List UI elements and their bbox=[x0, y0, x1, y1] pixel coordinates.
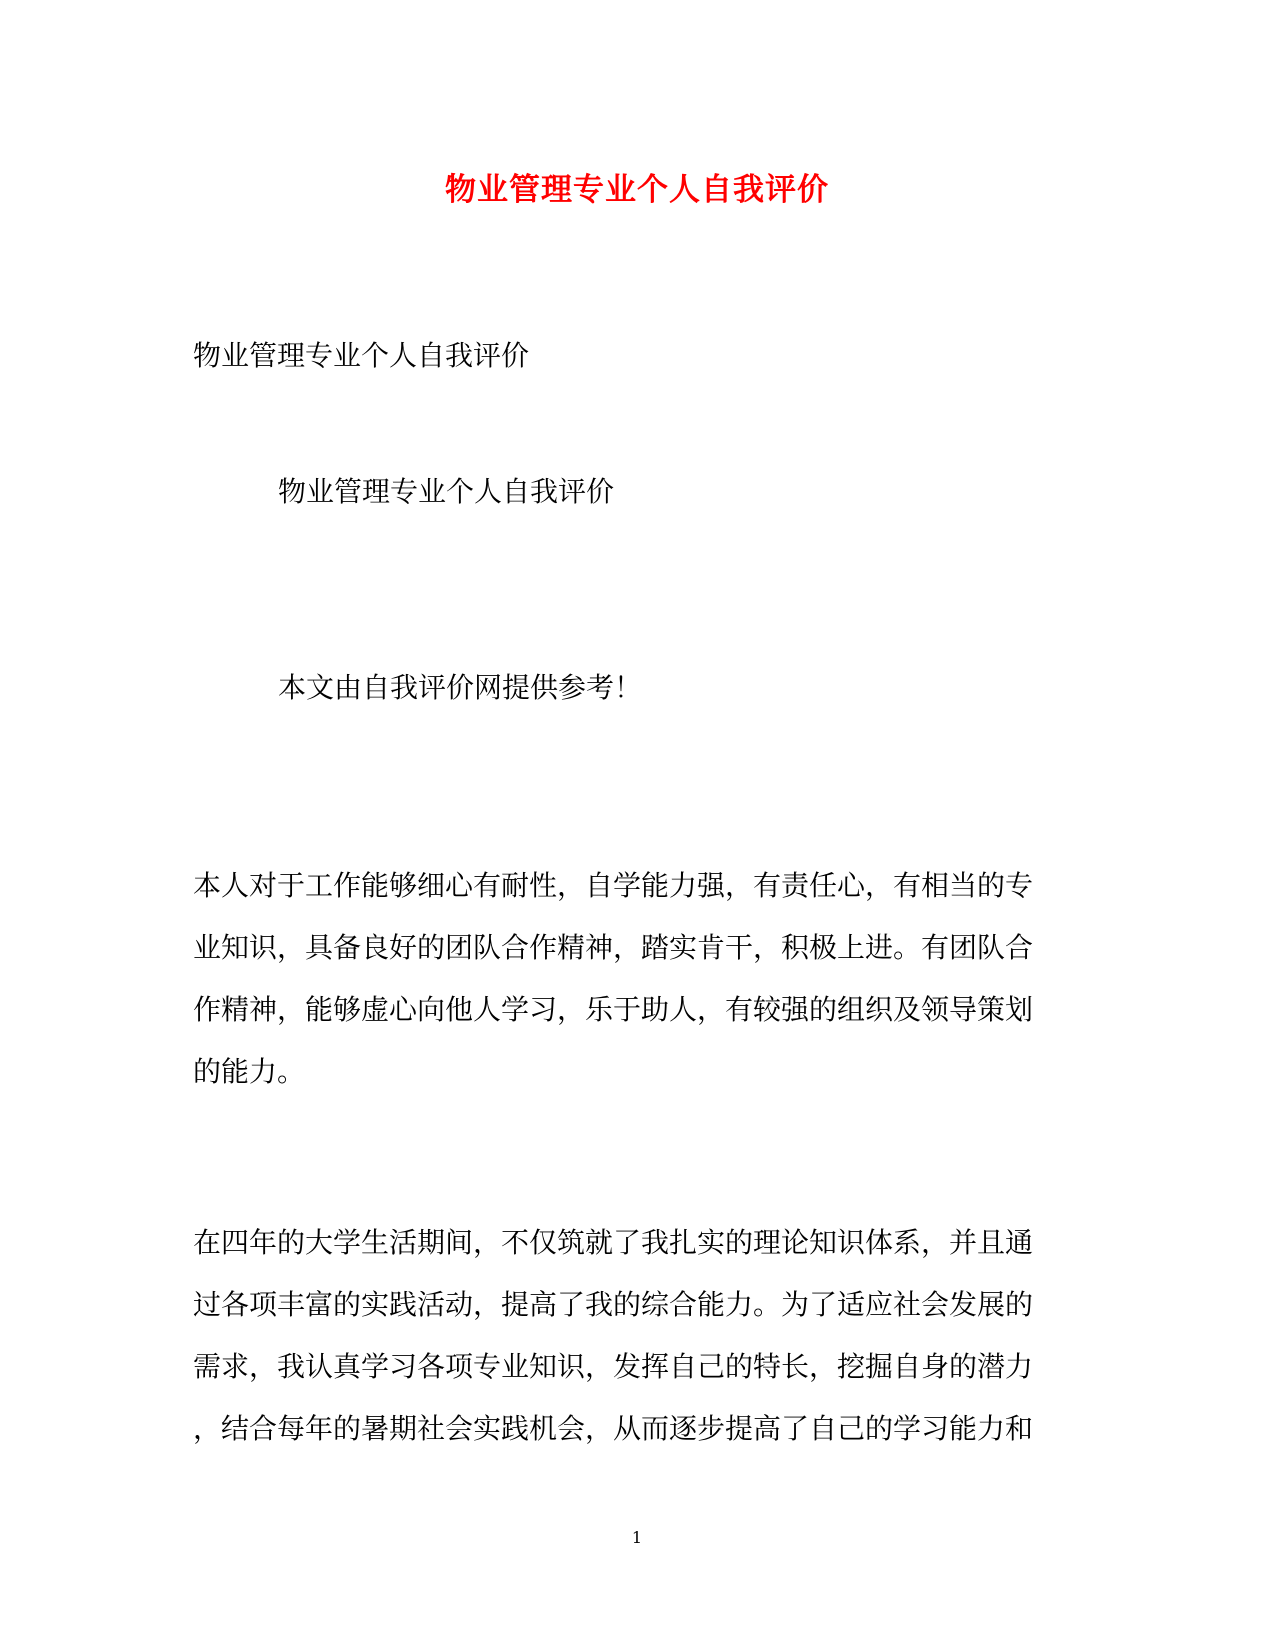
paragraph-line: 作精神，能够虚心向他人学习，乐于助人，有较强的组织及领导策划 bbox=[193, 993, 1034, 1026]
document-title: 物业管理专业个人自我评价 bbox=[445, 172, 829, 208]
indented-title: 物业管理专业个人自我评价 bbox=[278, 475, 615, 508]
paragraph-line: 过各项丰富的实践活动，提高了我的综合能力。为了适应社会发展的 bbox=[193, 1288, 1034, 1321]
paragraph-2 bbox=[193, 1212, 1073, 1460]
paragraph-line: 的能力。 bbox=[193, 1055, 306, 1088]
paragraph-line: 业知识，具备良好的团队合作精神，踏实肯干，积极上进。有团队合 bbox=[193, 931, 1034, 964]
page-number: 1 bbox=[631, 1528, 643, 1547]
paragraph-line: ，结合每年的暑期社会实践机会，从而逐步提高了自己的学习能力和 bbox=[193, 1412, 1034, 1445]
paragraph-1 bbox=[193, 855, 1073, 1103]
subtitle-line: 物业管理专业个人自我评价 bbox=[193, 339, 530, 372]
paragraph-line: 本人对于工作能够细心有耐性，自学能力强，有责任心，有相当的专 bbox=[193, 869, 1034, 902]
source-note: 本文由自我评价网提供参考！ bbox=[278, 671, 643, 704]
paragraph-line: 需求，我认真学习各项专业知识，发挥自己的特长，挖掘自身的潜力 bbox=[193, 1350, 1034, 1383]
paragraph-line: 在四年的大学生活期间，不仅筑就了我扎实的理论知识体系，并且通 bbox=[193, 1226, 1034, 1259]
